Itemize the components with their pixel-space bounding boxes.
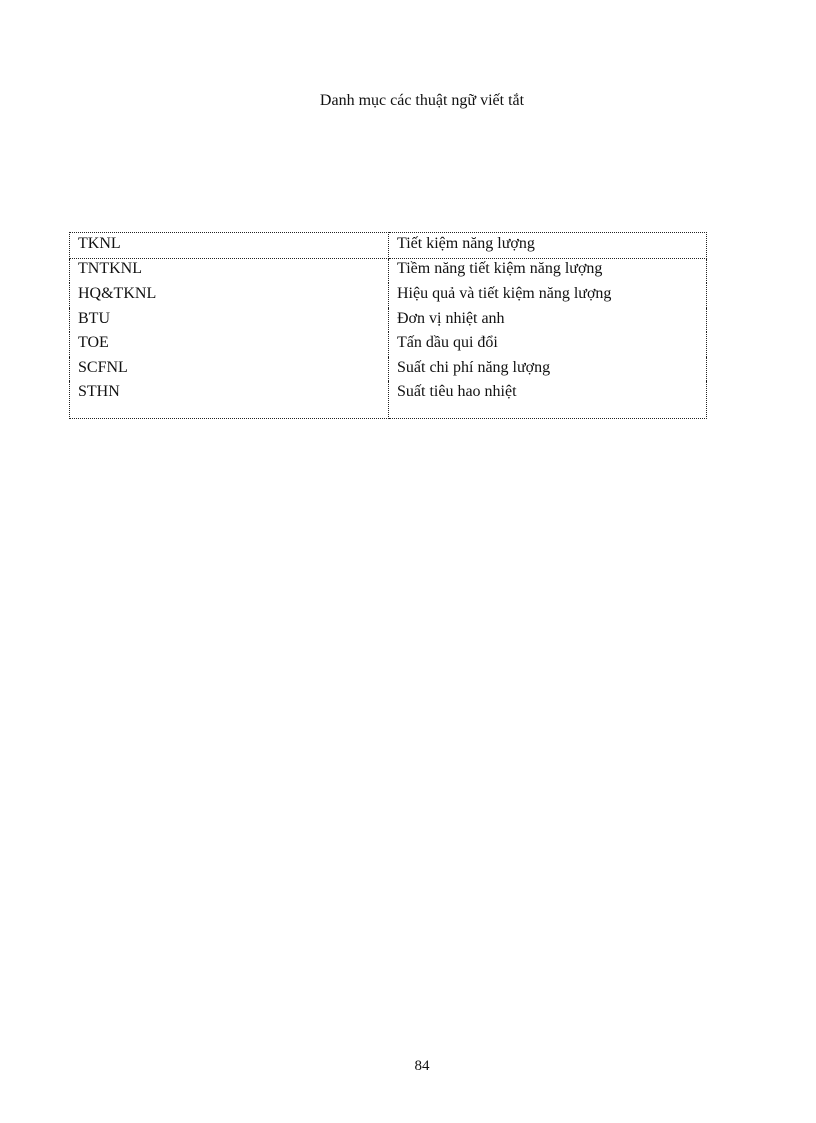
abbreviation-term: STHN [70, 381, 389, 418]
table-row [70, 332, 707, 357]
abbreviation-definition: Hiệu quả và tiết kiệm năng lượng [389, 283, 707, 308]
table-row [70, 258, 707, 283]
abbreviation-definition: Tiết kiệm năng lượng [389, 233, 707, 259]
abbreviation-term: HQ&TKNL [70, 283, 389, 308]
abbreviation-definition: Tiềm năng tiết kiệm năng lượng [389, 258, 707, 283]
table-row [70, 283, 707, 308]
abbreviation-term: TOE [70, 332, 389, 357]
abbreviation-term: BTU [70, 308, 389, 333]
abbreviation-definition: Suất tiêu hao nhiệt [389, 381, 707, 418]
abbreviation-definition: Đơn vị nhiệt anh [389, 308, 707, 333]
abbreviation-definition: Tấn dầu qui đổi [389, 332, 707, 357]
table-row [70, 357, 707, 382]
abbreviation-term: TNTKNL [70, 258, 389, 283]
abbreviation-definition: Suất chi phí năng lượng [389, 357, 707, 382]
table-row [70, 381, 707, 418]
table-row [70, 308, 707, 333]
abbreviation-term: SCFNL [70, 357, 389, 382]
table-row [70, 233, 707, 259]
page-number: 84 [414, 1058, 430, 1074]
abbreviation-term: TKNL [70, 233, 389, 259]
abbreviation-table [69, 232, 707, 419]
page-title: Danh mục các thuật ngữ viết tắt [319, 92, 525, 109]
